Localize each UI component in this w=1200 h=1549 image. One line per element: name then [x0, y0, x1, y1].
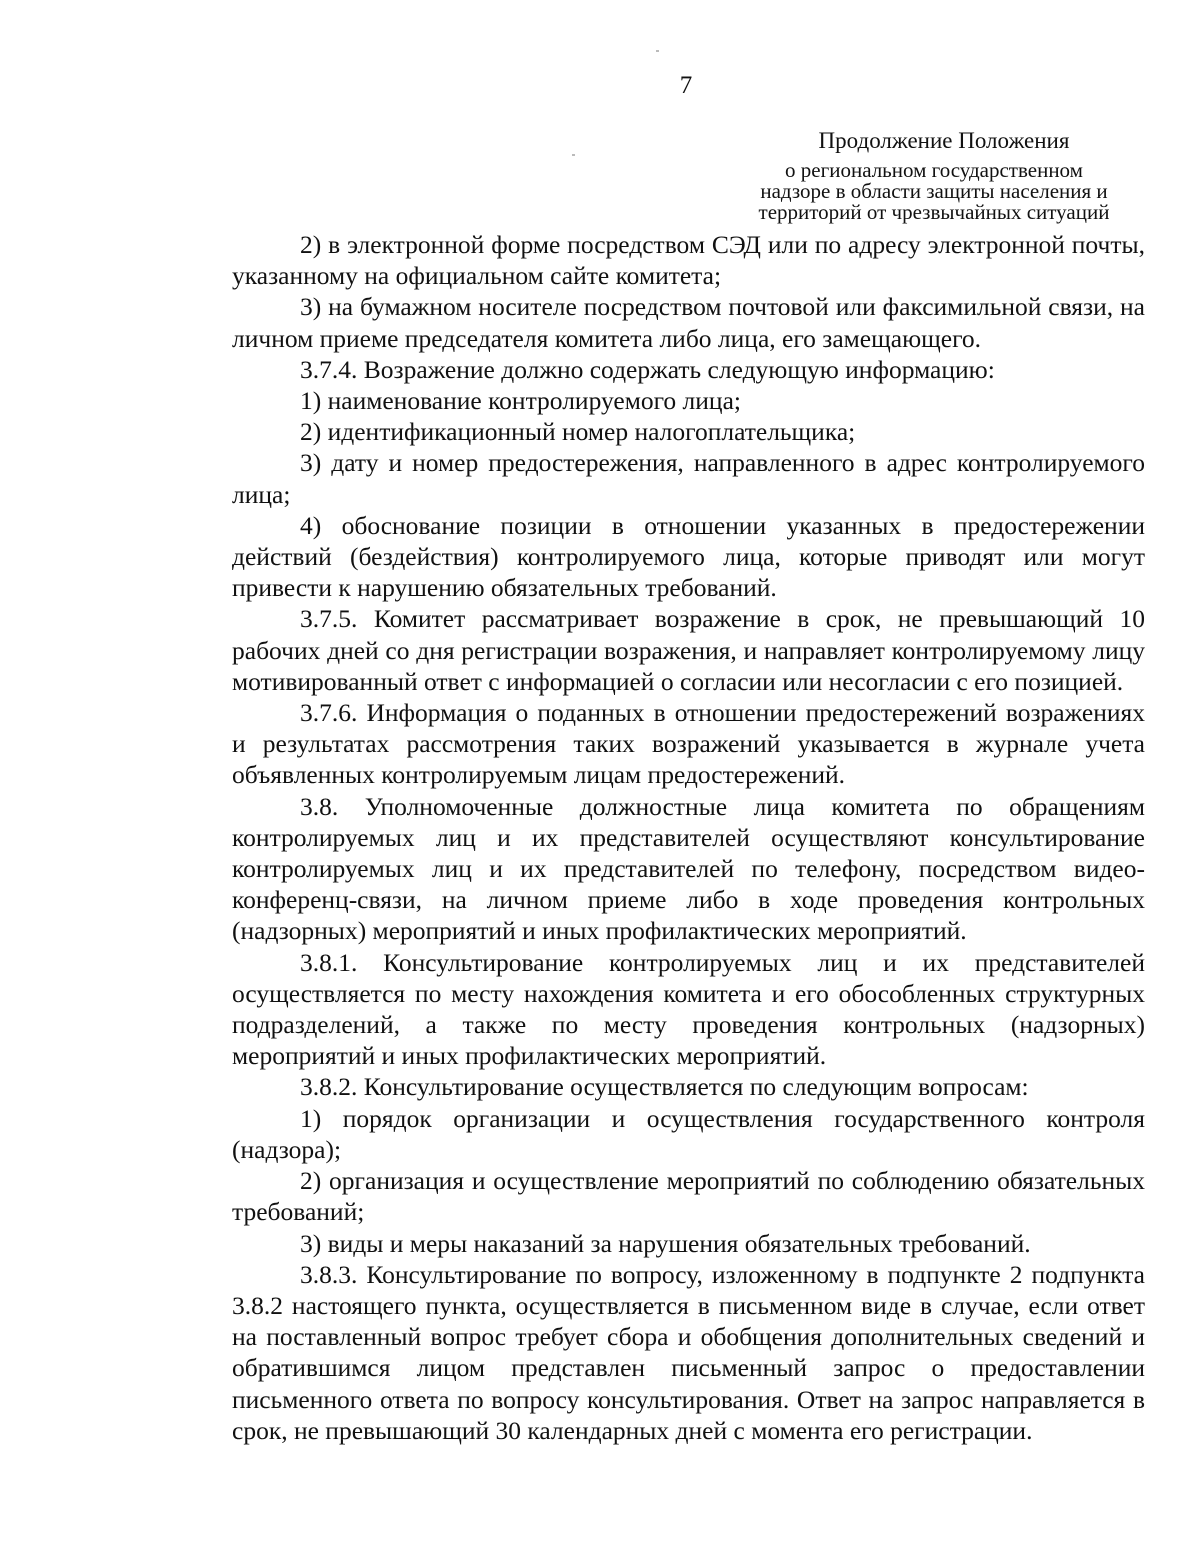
paragraph: 4) обоснование позиции в отношении указанных в предостережении действий (бездействия) контролируемого лица, которые приводят или могут привести к нарушению обязательных требований. — [232, 510, 1145, 603]
paragraph: 3.7.5. Комитет рассматривает возражение в срок, не превышающий 10 рабочих дней со дня регистрации возражения, и направляет контролируемому лицу мотивированный ответ с информацией о согласии или несогласии с его позицией. — [232, 604, 1145, 696]
header-subtitle — [724, 160, 1144, 223]
paragraph: 1) порядок организации и осуществления государственного контроля (надзора); — [232, 1103, 1145, 1164]
paragraph: 3.8.1. Консультирование контролируемых лиц и их представителей осуществляется по месту нахождения комитета и его обособленных структурных подразделений, а также по месту проведения контрольных (надзорных) мероприятий и иных профилактических мероприятий. — [232, 947, 1145, 1071]
paragraph: 3.8.3. Консультирование по вопросу, изложенному в подпункте 2 подпункта 3.8.2 настоящего пункта, осуществляется в письменном виде в случае, если ответ на поставленный вопрос требует сбора и обобщения дополнительных сведений и обратившимся лицом представлен письменный запрос о предоставлении письменного ответа по вопросу консультирования. Ответ на запрос направляется в срок, не превышающий 30 календарных дней с момента его регистрации. — [232, 1259, 1145, 1445]
paragraph: 3.8.2. Консультирование осуществляется по следующим вопросам: — [300, 1072, 1029, 1102]
page-number: 7 — [679, 72, 693, 99]
header-title: Продолжение Положения — [818, 128, 1070, 153]
paragraph: 3) виды и меры наказаний за нарушения обязательных требований. — [300, 1228, 1031, 1258]
scan-speck — [572, 154, 575, 156]
paragraph: 2) идентификационный номер налогоплательщика; — [300, 417, 856, 447]
paragraph: 3) на бумажном носителе посредством почтовой или факсимильной связи, на личном приеме председателя комитета либо лица, его замещающего. — [232, 292, 1145, 353]
header-line: надзоре в области защиты населения и — [760, 179, 1108, 203]
paragraph: 3) дату и номер предостережения, направленного в адрес контролируемого лица; — [232, 448, 1145, 509]
paragraph: 2) в электронной форме посредством СЭД или по адресу электронной почты, указанному на официальном сайте комитета; — [232, 230, 1145, 291]
paragraph: 3.7.4. Возражение должно содержать следующую информацию: — [300, 354, 995, 384]
paragraph: 2) организация и осуществление мероприятий по соблюдению обязательных требований; — [232, 1166, 1145, 1227]
paragraph: 1) наименование контролируемого лица; — [300, 386, 741, 416]
header-line: территорий от чрезвычайных ситуаций — [758, 200, 1110, 224]
scan-speck — [656, 50, 659, 52]
document-header — [724, 128, 1144, 223]
header-line: о региональном государственном — [785, 158, 1083, 182]
paragraph: 3.8. Уполномоченные должностные лица комитета по обращениям контролируемых лиц и их представителей осуществляют консультирование контролируемых лиц и их представителей по телефону, посредством видео-конференц-связи, на личном приеме либо в ходе проведения контрольных (надзорных) мероприятий и иных профилактических мероприятий. — [232, 791, 1145, 946]
document-body — [232, 229, 1145, 1446]
paragraph: 3.7.6. Информация о поданных в отношении предостережений возражениях и результатах рассмотрения таких возражений указывается в журнале учета объявленных контролируемым лицам предостережений. — [232, 698, 1145, 790]
